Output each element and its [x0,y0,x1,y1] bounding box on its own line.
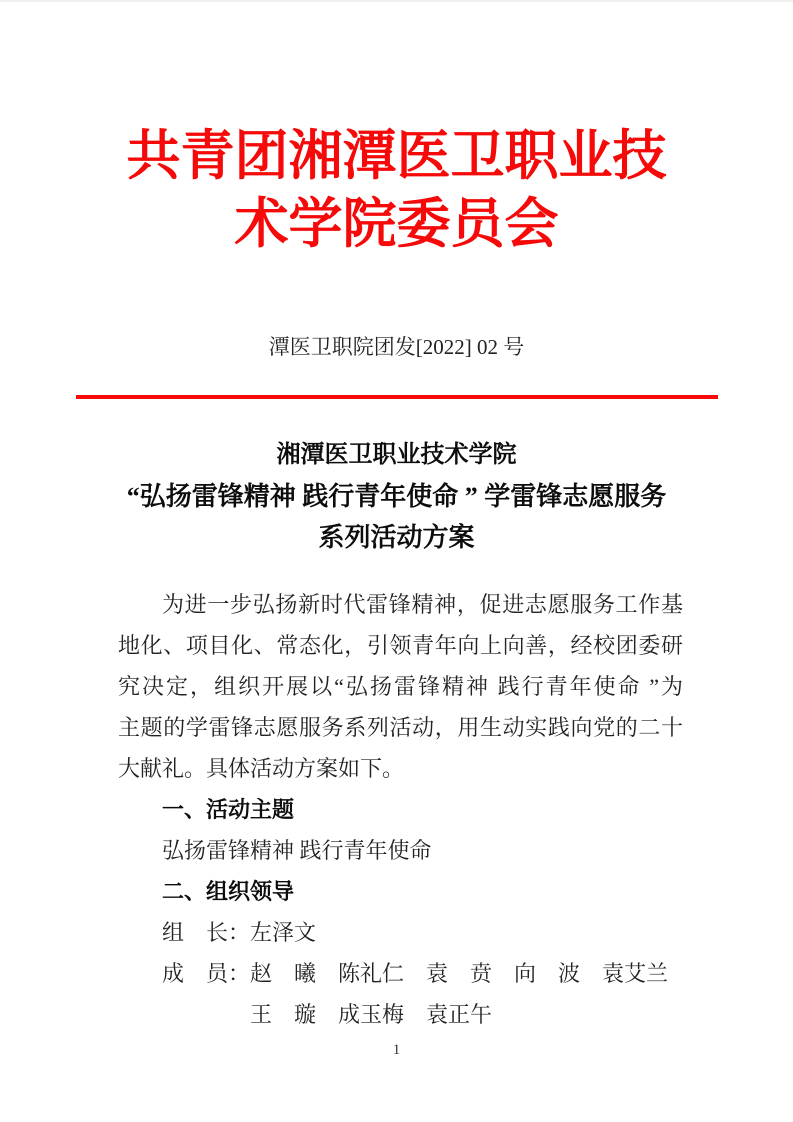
section-1-body: 弘扬雷锋精神 践行青年使命 [162,838,432,863]
letterhead-org-title [0,2,793,258]
page-number: 1 [392,1042,401,1058]
intro-line: 主题的学雷锋志愿服务系列活动，用生动实践向党的二十 [118,715,683,740]
intro-line: 地化、项目化、常态化，引领青年向上向善，经校团委研 [118,633,683,658]
members-line-2: 王 璇 成玉梅 袁正午 [250,1002,493,1027]
members-names [250,953,668,1035]
document-title-line-1: 湘潭医卫职业技术学院 [276,442,517,468]
leader-label: 组 长： [162,920,251,945]
document-body [118,584,683,1035]
document-title-line-3: 系列活动方案 [318,523,475,552]
members-line-1: 赵 曦 陈礼仁 袁 贲 向 波 袁艾兰 [250,961,669,986]
leader-name: 左泽文 [250,920,317,945]
document-title-line-2: “弘扬雷锋精神 践行青年使命 ” 学雷锋志愿服务 [126,482,667,511]
intro-line: 为进一步弘扬新时代雷锋精神，促进志愿服务工作基 [162,592,683,617]
members-label: 成 员： [162,961,251,986]
intro-paragraph [118,584,683,789]
doc-number: 潭医卫职院团发[2022] 02 号 [268,335,525,359]
org-title-line-1: 共青团湘潭医卫职业技 [126,126,667,186]
red-separator-line [76,395,718,399]
leader-row [118,912,683,953]
members-row [118,953,683,1035]
section-1-heading: 一、活动主题 [162,797,295,822]
document-title [0,435,793,558]
section-2-heading: 二、组织领导 [162,879,295,904]
intro-line: 究决定，组织开展以“弘扬雷锋精神 践行青年使命 ”为 [118,674,683,699]
org-title-line-2: 术学院委员会 [234,194,559,254]
intro-line: 大献礼。具体活动方案如下。 [118,756,405,781]
